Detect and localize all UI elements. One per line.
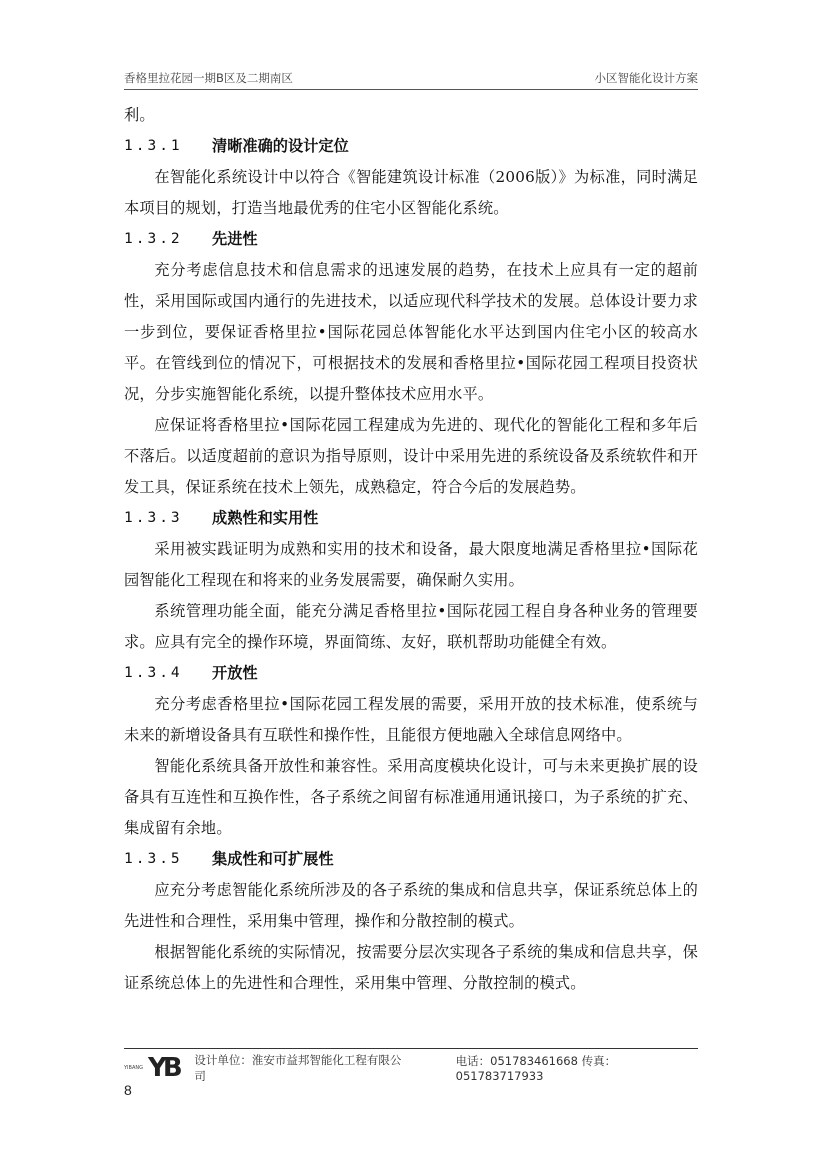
paragraph: 系统管理功能全面，能充分满足香格里拉•国际花园工程自身各种业务的管理要求。应具有完全的操作环境，界面简练、友好，联机帮助功能健全有效。	[124, 602, 698, 651]
paragraph: 应充分考虑智能化系统所涉及的各子系统的集成和信息共享，保证系统总体上的先进性和合理性，采用集中管理，操作和分散控制的模式。	[124, 881, 698, 930]
footer-divider	[124, 1048, 698, 1049]
section-title: 先进性	[212, 230, 258, 248]
header-project-name: 香格里拉花园一期B区及二期南区	[124, 71, 293, 85]
paragraph: 充分考虑信息技术和信息需求的迅速发展的趋势，在技术上应具有一定的超前性，采用国际或国内通行的先进技术，以适应现代科学技术的发展。总体设计要力求一步到位，要保证香格里拉•国际花园总体智能化水平达到国内住宅小区的较高水平。在管线到位的情况下，可根据技术的发展和香格里拉•国际花园工程项目投资状况，分步实施智能化系统，以提升整体技术应用水平。	[124, 261, 698, 403]
company-logo	[124, 1053, 192, 1083]
logo-mark: YB	[148, 1053, 179, 1083]
section-title: 开放性	[212, 664, 258, 682]
section-heading	[124, 224, 698, 255]
section-number: 1.3.4	[124, 665, 183, 681]
paragraph: 采用被实践证明为成熟和实用的技术和设备，最大限度地满足香格里拉•国际花园智能化工程现在和将来的业务发展需要，确保耐久实用。	[124, 540, 698, 589]
document-body	[124, 100, 698, 999]
paragraph: 在智能化系统设计中以符合《智能建筑设计标准（2006版）》为标准，同时满足本项目的规划，打造当地最优秀的住宅小区智能化系统。	[124, 168, 698, 217]
paragraph: 智能化系统具备开放性和兼容性。采用高度模块化设计，可与未来更换扩展的设备具有互连性和互换作性，各子系统之间留有标准通用通讯接口，为子系统的扩充、集成留有余地。	[124, 757, 698, 837]
paragraph: 充分考虑香格里拉•国际花园工程发展的需要，采用开放的技术标准，使系统与未来的新增设备具有互联性和操作性，且能很方便地融入全球信息网络中。	[124, 695, 698, 744]
logo-small-text: YIBANG	[124, 1065, 143, 1071]
section-number: 1.3.3	[124, 510, 183, 526]
section-number: 1.3.5	[124, 851, 183, 867]
section-heading	[124, 844, 698, 875]
paragraph: 利。	[124, 106, 155, 124]
section-heading	[124, 658, 698, 689]
page-header	[124, 64, 698, 90]
header-document-title: 小区智能化设计方案	[594, 71, 698, 85]
page-footer	[124, 1052, 698, 1084]
paragraph: 根据智能化系统的实际情况，按需要分层次实现各子系统的集成和信息共享，保证系统总体上的先进性和合理性，采用集中管理、分散控制的模式。	[124, 943, 698, 992]
section-heading	[124, 503, 698, 534]
design-unit: 设计单位：淮安市益邦智能化工程有限公司	[194, 1053, 402, 1083]
section-title: 成熟性和实用性	[212, 509, 319, 527]
section-title: 集成性和可扩展性	[212, 850, 334, 868]
contact-info: 电话：051783461668 传真：051783717933	[455, 1054, 617, 1083]
paragraph: 应保证将香格里拉•国际花园工程建成为先进的、现代化的智能化工程和多年后不落后。以适度超前的意识为指导原则，设计中采用先进的系统设备及系统软件和开发工具，保证系统在技术上领先，成熟稳定，符合今后的发展趋势。	[124, 416, 698, 496]
section-heading	[124, 131, 698, 162]
page-number: 8	[124, 1082, 132, 1098]
section-number: 1.3.2	[124, 231, 183, 247]
section-number: 1.3.1	[124, 138, 183, 154]
section-title: 清晰准确的设计定位	[212, 137, 349, 155]
